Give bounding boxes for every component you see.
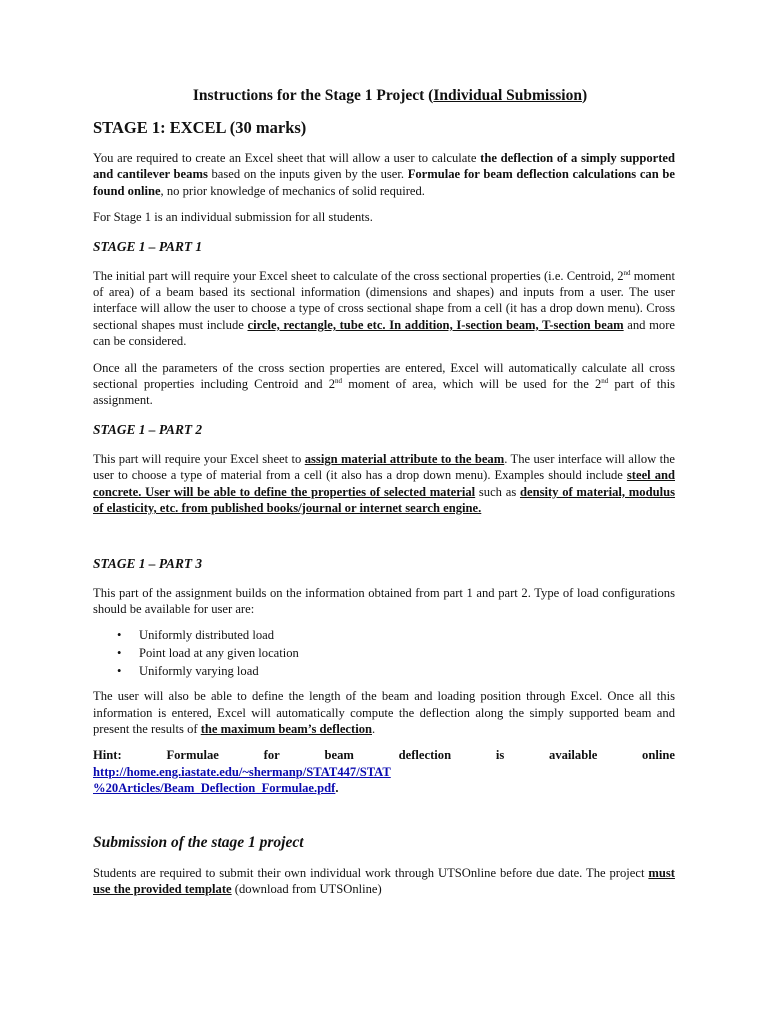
formulae-link-line-2[interactable]: %20Articles/Beam_Deflection_Formulae.pdf xyxy=(93,781,336,796)
list-item: • Uniformly varying load xyxy=(93,663,675,681)
submission-heading: Submission of the stage 1 project xyxy=(93,833,304,851)
title-emphasis: Individual Submission xyxy=(433,87,582,104)
part1-heading: STAGE 1 – PART 1 xyxy=(93,238,203,254)
formulae-link-block: http://home.eng.iastate.edu/~shermanp/STAT447/STAT %20Articles/Beam_Deflection_Formulae.pdf. xyxy=(93,764,675,797)
part3-paragraph-2: The user will also be able to define the length of the beam and loading position through Excel. Once all this information is entered, Excel will automatically compute the deflection along the simply supported beam and present the results of the maximum beam’s deflection. xyxy=(93,689,675,736)
document-title: Instructions for the Stage 1 Project (Individual Submission) xyxy=(192,87,588,104)
submission-paragraph: Students are required to submit their own individual work through UTSOnline before due date. The project must use the provided template (download from UTSOnline) xyxy=(93,865,675,897)
hint-line: Hint: Formulae for beam deflection is available online xyxy=(93,748,675,763)
part3-heading: STAGE 1 – PART 3 xyxy=(93,555,203,571)
intro-paragraph: You are required to create an Excel sheet that will allow a user to calculate the deflection of a simply supported and cantilever beams based on the inputs given by the user. Formulae for beam deflection calculations can be found online, no prior knowledge of mechanics of solid required. xyxy=(93,151,676,198)
part2-paragraph: This part will require your Excel sheet to assign material attribute to the beam. The user interface will allow the user to choose a type of material from a cell (it also has a drop down menu). Examples should include steel and concrete. User will be able to define the properties of selected material such as density of material, modulus of elasticity, etc. from published books/journal or internet search engine. xyxy=(93,451,676,516)
part1-paragraph-1: The initial part will require your Excel sheet to calculate of the cross sectional properties (i.e. Centroid, 2nd moment of area) of a beam based its sectional information (dimensions and shapes) and inputs from a user. The user interface will allow the user to choose a type of cross sectional shape from a cell (it has a drop down menu). Cross sectional shapes must include circle, rectangle, tube etc. In addition, I-section beam, T-section beam and more can be considered. xyxy=(93,268,676,349)
list-item: • Point load at any given location xyxy=(93,645,675,663)
bullet-icon: • xyxy=(117,645,122,660)
part2-heading: STAGE 1 – PART 2 xyxy=(93,421,203,437)
document-page xyxy=(93,86,675,908)
formulae-link-line-1[interactable]: http://home.eng.iastate.edu/~shermanp/STAT447/STAT xyxy=(93,764,391,779)
part1-paragraph-2: Once all the parameters of the cross section properties are entered, Excel will automatically calculate all cross sectional properties including Centroid and 2nd moment of area, which will be used for the 2nd part of this assignment. xyxy=(93,360,675,408)
part3-intro: This part of the assignment builds on the information obtained from part 1 and part 2. Type of load configurations should be available for user are: xyxy=(93,585,675,616)
load-configuration-list xyxy=(93,627,675,680)
stage-heading: STAGE 1: EXCEL (30 marks) xyxy=(93,118,307,137)
individual-note: For Stage 1 is an individual submission for all students. xyxy=(93,210,373,225)
list-item: • Uniformly distributed load xyxy=(93,627,675,645)
bullet-icon: • xyxy=(117,628,122,643)
bullet-icon: • xyxy=(117,663,122,678)
